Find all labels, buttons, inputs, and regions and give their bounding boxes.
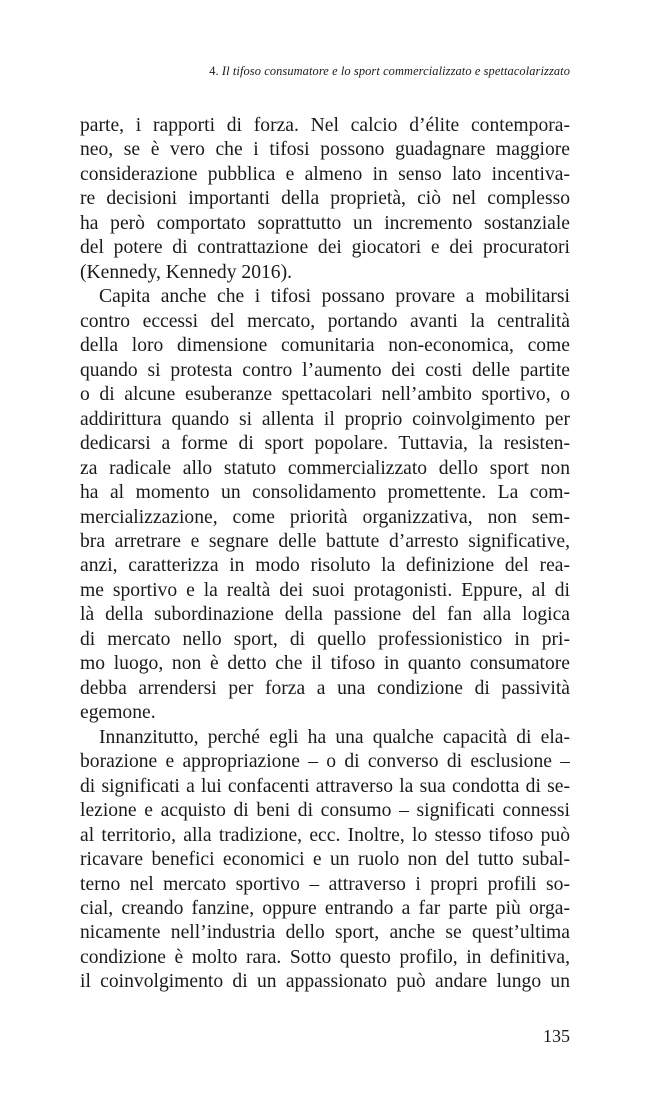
text-line: bra arretrare e segnare delle battute d’arresto significative, xyxy=(80,530,570,552)
text-line: là della subordinazione della passione del fan alla logica xyxy=(80,604,570,626)
text-line: quando si protesta contro l’aumento dei costi delle partite xyxy=(80,359,570,381)
text-line: di significati a lui confacenti attraverso la sua condotta di se- xyxy=(80,775,570,797)
text-line: addirittura quando si allenta il proprio coinvolgimento per xyxy=(80,408,570,430)
text-line: condizione è molto rara. Sotto questo profilo, in definitiva, xyxy=(80,946,570,968)
text-line: neo, se è vero che i tifosi possono guadagnare maggiore xyxy=(80,139,570,161)
text-line: il coinvolgimento di un appassionato può andare lungo un xyxy=(80,971,570,993)
text-line: za radicale allo statuto commercializzato dello sport non xyxy=(80,457,570,479)
text-line: mercializzazione, come priorità organizzativa, non sem- xyxy=(80,506,570,528)
text-line: debba arrendersi per forza a una condizione di passività xyxy=(80,677,570,699)
text-line: anzi, caratterizza in modo risoluto la definizione del rea- xyxy=(80,555,570,577)
text-line: ha però comportato soprattutto un incremento sostanziale xyxy=(80,212,570,234)
text-line: borazione e appropriazione – o di converso di esclusione – xyxy=(80,751,570,773)
text-line: nicamente nell’industria dello sport, anche se quest’ultima xyxy=(80,922,570,944)
text-line: o di alcune esuberanze spettacolari nell’ambito sportivo, o xyxy=(80,384,570,406)
page-number: 135 xyxy=(543,1026,570,1046)
running-header xyxy=(80,63,570,79)
body-text xyxy=(80,114,570,995)
chapter-number: 4. xyxy=(209,64,219,78)
text-line: Innanzitutto, perché egli ha una qualche capacità di ela- xyxy=(99,726,570,748)
text-line: (Kennedy, Kennedy 2016). xyxy=(80,261,293,283)
text-line: di mercato nello sport, di quello professionistico in pri- xyxy=(80,628,570,650)
text-line: terno nel mercato sportivo – attraverso i propri profili so- xyxy=(80,873,570,895)
text-line: considerazione pubblica e almeno in senso lato incentiva- xyxy=(80,163,570,185)
text-line: ricavare benefici economici e un ruolo non del tutto subal- xyxy=(80,849,570,871)
text-line: dedicarsi a forme di sport popolare. Tuttavia, la resisten- xyxy=(80,433,570,455)
text-line: mo luogo, non è detto che il tifoso in quanto consumatore xyxy=(80,653,570,675)
paragraph xyxy=(80,114,570,285)
text-line: lezione e acquisto di beni di consumo – significati connessi xyxy=(80,800,570,822)
paragraph xyxy=(80,726,570,995)
text-line: della loro dimensione comunitaria non-economica, come xyxy=(80,335,570,357)
text-line: me sportivo e la realtà dei suoi protagonisti. Eppure, al di xyxy=(80,579,570,601)
paragraph xyxy=(80,285,570,725)
text-line: cial, creando fanzine, oppure entrando a far parte più orga- xyxy=(80,898,570,919)
text-line: re decisioni importanti della proprietà, ciò nel complesso xyxy=(80,188,570,210)
text-line: Capita anche che i tifosi possano provare a mobilitarsi xyxy=(99,286,570,308)
text-line: ha al momento un consolidamento promettente. La com- xyxy=(80,482,570,504)
text-line: egemone. xyxy=(80,702,156,724)
text-line: parte, i rapporti di forza. Nel calcio d’élite contempora- xyxy=(80,115,570,136)
chapter-title: Il tifoso consumatore e lo sport commercializzato e spettacolarizzato xyxy=(221,64,570,78)
text-line: al territorio, alla tradizione, ecc. Inoltre, lo stesso tifoso può xyxy=(80,824,570,846)
text-line: contro eccessi del mercato, portando avanti la centralità xyxy=(80,310,570,332)
text-line: del potere di contrattazione dei giocatori e dei procuratori xyxy=(80,237,570,259)
